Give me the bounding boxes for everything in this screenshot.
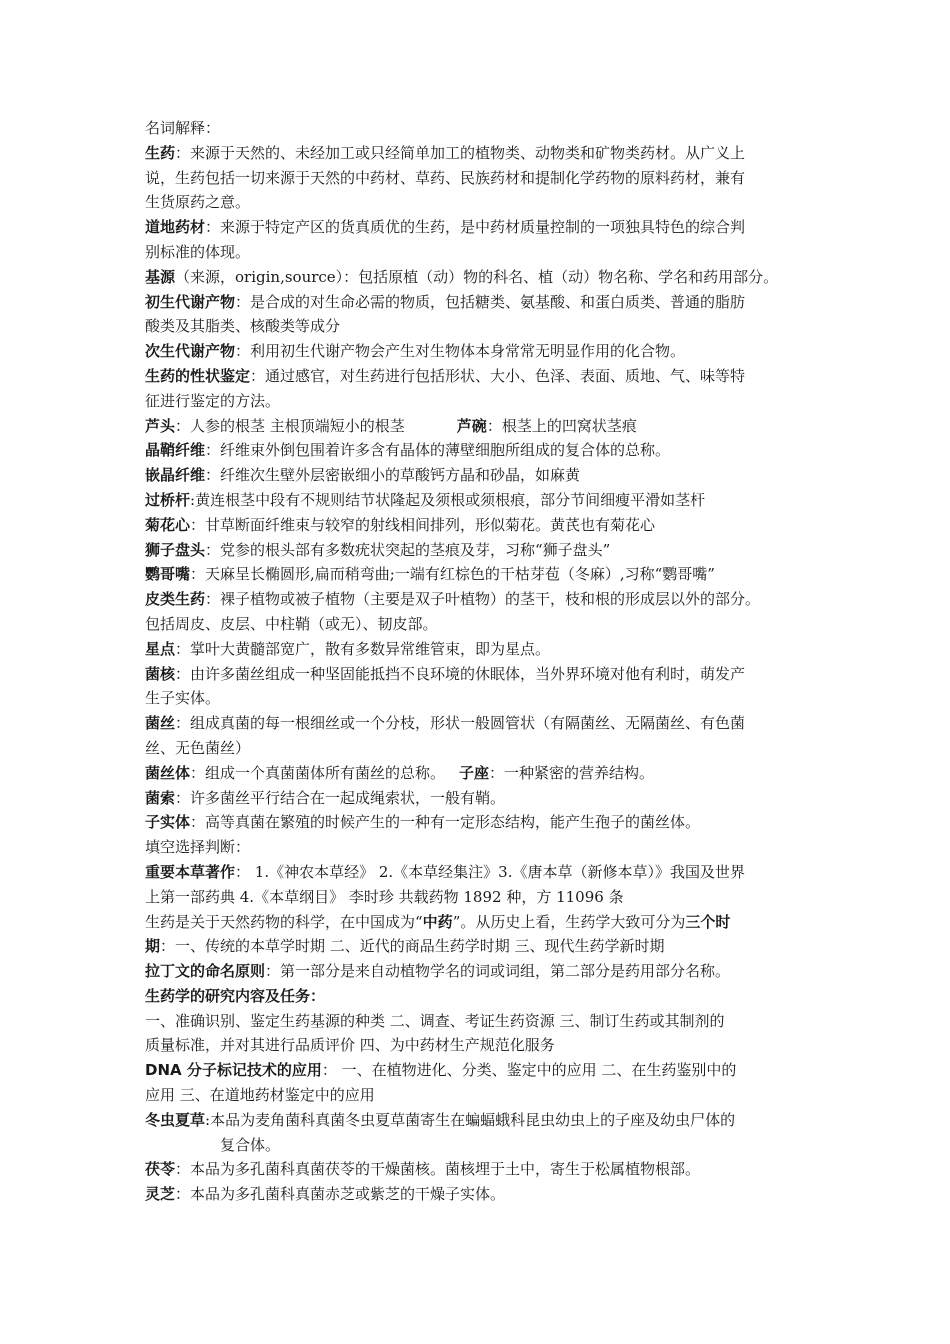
def-xingzhuang [145, 364, 813, 389]
term: 皮类生药 [145, 590, 206, 609]
def-cisheng [145, 339, 813, 364]
item-yanjiu-title [145, 984, 813, 1009]
def-lutou [145, 414, 813, 439]
def-qianjing [145, 463, 813, 488]
term: 初生代谢产物 [145, 292, 236, 311]
text: ：组成一个真菌菌体所有菌丝的总称。 [190, 763, 446, 782]
text: ：掌叶大黄髓部宽广，散有多数异常维管束，即为星点。 [175, 639, 551, 658]
term: 星点 [145, 639, 176, 658]
text: ：根茎上的凹窝状茎痕 [486, 416, 637, 435]
term: 中药 [422, 912, 453, 931]
item-yanjiu-line: 一、准确识别、鉴定生药基源的种类 二、调查、考证生药资源 三、制订生药或其制剂的 [145, 1011, 725, 1030]
def-chusheng [145, 290, 813, 315]
def-junsiti [145, 761, 813, 786]
text: ：第一部分是来自动植物学名的词或词组，第二部分是药用部分名称。 [265, 962, 731, 981]
def-junhe-cont: 生子实体。 [145, 689, 221, 708]
term: 道地药材 [145, 218, 206, 237]
term: 次生代谢产物 [145, 342, 236, 361]
text: ：组成真菌的每一根细丝或一个分枝，形状一般圆管状（有隔菌丝、无隔菌丝、有色菌 [175, 714, 746, 733]
def-zishiti [145, 810, 813, 835]
text: ：纤维次生壁外层密嵌细小的草酸钙方晶和砂晶，如麻黄 [205, 466, 581, 485]
item-shengyaoxue [145, 910, 813, 935]
term: 期 [145, 937, 161, 956]
text: ：天麻呈长椭圆形,扁而稍弯曲;一端有红棕色的干枯芽苞（冬麻）,习称“鹦哥嘴” [190, 565, 715, 584]
term: 狮子盘头 [145, 540, 206, 559]
term: 生药的性状鉴定 [145, 366, 251, 385]
text: ：高等真菌在繁殖的时候产生的一种有一定形态结构，能产生孢子的菌丝体。 [190, 813, 701, 832]
item-lading [145, 959, 813, 984]
term: 重要本草著作 [145, 862, 236, 881]
text: ：人参的根茎 主根顶端短小的根茎 [175, 416, 405, 435]
term: 灵芝 [145, 1185, 176, 1204]
text: ： 一、在植物进化、分类、鉴定中的应用 二、在生药鉴别中的 [321, 1061, 737, 1080]
def-junsi-cont: 丝、无色菌丝） [145, 738, 251, 757]
term: 生药 [145, 143, 176, 162]
def-chusheng-cont: 酸类及其脂类、核酸类等成分 [145, 317, 341, 336]
def-xingdian [145, 637, 813, 662]
text: ：许多菌丝平行结合在一起成绳索状，一般有鞘。 [175, 788, 506, 807]
def-jingqiao [145, 438, 813, 463]
text: ：裸子植物或被子植物（主要是双子叶植物）的茎干，枝和根的形成层以外的部分。 [205, 590, 761, 609]
term: 三个时 [685, 912, 731, 931]
def-guoqiao [145, 488, 813, 513]
item-dongchong [145, 1108, 813, 1133]
term: 茯苓 [145, 1160, 176, 1179]
document-page [145, 116, 813, 1207]
def-shizi [145, 538, 813, 563]
text: ”。从历史上看，生药学大致可分为 [452, 912, 686, 931]
item-bencao [145, 860, 813, 885]
item-dongchong-cont: 复合体。 [220, 1135, 281, 1154]
text: ：是合成的对生命必需的物质，包括糖类、氨基酸、和蛋白质类、普通的脂肪 [235, 292, 746, 311]
def-shengyao-cont: 说，生药包括一切来源于天然的中药材、草药、民族药材和提制化学药物的原料药材，兼有 [145, 168, 746, 187]
term: 子座 [459, 763, 490, 782]
text: ：纤维束外倒包围着许多含有晶体的薄壁细胞所组成的复合体的总称。 [205, 441, 671, 460]
def-juhua [145, 513, 813, 538]
item-dna [145, 1058, 813, 1083]
term: 拉丁文的命名原则 [145, 962, 266, 981]
term: 菌丝体 [145, 763, 191, 782]
text: ：一种紧密的营养结构。 [489, 763, 655, 782]
text: ：甘草断面纤维束与较窄的射线相间排列，形似菊花。黄芪也有菊花心 [190, 515, 656, 534]
term: 鹦哥嘴 [145, 565, 191, 584]
def-pilei [145, 587, 813, 612]
item-shengyaoxue-cont [145, 934, 813, 959]
term: 嵌晶纤维 [145, 466, 206, 485]
def-pilei-cont: 包括周皮、皮层、中柱鞘（或无）、韧皮部。 [145, 614, 438, 633]
text: ： 1.《神农本草经》 2.《本草经集注》3.《唐本草（新修本草）》我国及世界 [235, 862, 745, 881]
heading-definitions: 名词解释： [145, 119, 221, 137]
term: 菊花心 [145, 515, 191, 534]
term: 生药学的研究内容及任务： [145, 986, 326, 1005]
term: 过桥杆 [145, 490, 191, 509]
item-lingzhi [145, 1182, 813, 1207]
def-junsi [145, 711, 813, 736]
text: ：党参的根头部有多数疣状突起的茎痕及芽，习称“狮子盘头” [205, 540, 611, 559]
item-dna-cont: 应用 三、在道地药材鉴定中的应用 [145, 1086, 375, 1105]
text: ：本品为多孔菌科真菌赤芝或紫芝的干燥子实体。 [175, 1185, 506, 1204]
text: ：本品为多孔菌科真菌茯苓的干燥菌核。菌核埋于土中，寄生于松属植物根部。 [175, 1160, 701, 1179]
text: ：来源于天然的、未经加工或只经简单加工的植物类、动物类和矿物类药材。从广义上 [175, 143, 746, 162]
def-jiyuan [145, 265, 813, 290]
text: 生药是关于天然药物的科学，在中国成为“ [145, 912, 423, 931]
def-junhe [145, 662, 813, 687]
term: 菌索 [145, 788, 176, 807]
text: ：利用初生代谢产物会产生对生物体本身常常无明显作用的化合物。 [235, 342, 686, 361]
def-xingzhuang-cont: 征进行鉴定的方法。 [145, 391, 281, 410]
def-shengyao-cont: 生货原药之意。 [145, 193, 251, 212]
text: :本品为麦角菌科真菌冬虫夏草菌寄生在蝙蝠蛾科昆虫幼虫上的子座及幼虫尸体的 [205, 1110, 736, 1129]
text: （来源，origin,source）：包括原植（动）物的科名、植（动）物名称、学名和药用部分。 [175, 267, 779, 286]
def-shengyao [145, 141, 813, 166]
term: DNA 分子标记技术的应用 [145, 1061, 322, 1080]
term: 芦碗 [456, 416, 487, 435]
item-bencao-cont: 上第一部药典 4.《本草纲目》 李时珍 共载药物 1892 种，方 11096 条 [145, 887, 624, 906]
def-yingge [145, 562, 813, 587]
term: 晶鞘纤维 [145, 441, 206, 460]
text: ：通过感官，对生药进行包括形状、大小、色泽、表面、质地、气、味等特 [250, 366, 746, 385]
def-junsuo [145, 786, 813, 811]
term: 菌核 [145, 664, 176, 683]
text: ：一、传统的本草学时期 二、近代的商品生药学时期 三、现代生药学新时期 [160, 937, 665, 956]
heading-fill-in: 填空选择判断： [145, 838, 251, 857]
text: ：由许多菌丝组成一种坚固能抵挡不良环境的休眠体，当外界环境对他有利时，萌发产 [175, 664, 746, 683]
item-fuling [145, 1157, 813, 1182]
term: 芦头 [145, 416, 176, 435]
term: 子实体 [145, 813, 191, 832]
def-daodi [145, 215, 813, 240]
text: :黄连根茎中段有不规则结节状隆起及须根或须根痕，部分节间细瘦平滑如茎杆 [190, 490, 706, 509]
term: 基源 [145, 267, 176, 286]
term: 冬虫夏草 [145, 1110, 206, 1129]
term: 菌丝 [145, 714, 176, 733]
def-daodi-cont: 别标准的体现。 [145, 242, 251, 261]
text: ：来源于特定产区的货真质优的生药，是中药材质量控制的一项独具特色的综合判 [205, 218, 746, 237]
item-yanjiu-line: 质量标准，并对其进行品质评价 四、为中药材生产规范化服务 [145, 1036, 555, 1055]
